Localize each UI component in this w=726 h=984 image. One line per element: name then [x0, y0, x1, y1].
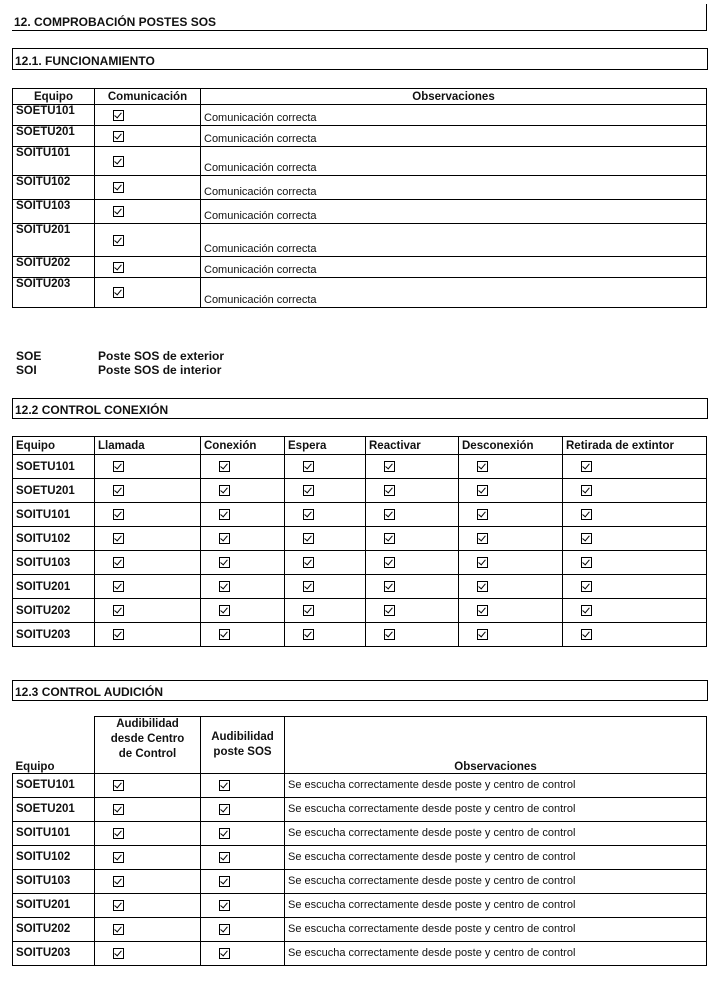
equipo-cell: SOITU201 [13, 893, 95, 917]
observaciones-cell: Comunicación correcta [201, 224, 707, 257]
table-row [13, 176, 707, 200]
checked-checkbox-icon[interactable] [219, 581, 230, 592]
audibilidad-poste-cell [201, 773, 285, 797]
checked-checkbox-icon[interactable] [219, 948, 230, 959]
checked-checkbox-icon[interactable] [219, 804, 230, 815]
checked-checkbox-icon[interactable] [219, 485, 230, 496]
legend-item [16, 363, 224, 377]
checked-checkbox-icon[interactable] [303, 533, 314, 544]
check-cell [459, 455, 563, 479]
equipo-cell: SOITU102 [13, 176, 95, 200]
equipo-cell: SOITU103 [13, 869, 95, 893]
checked-checkbox-icon[interactable] [219, 461, 230, 472]
comunicacion-cell [95, 257, 201, 278]
check-cell [459, 479, 563, 503]
check-cell [95, 623, 201, 647]
check-cell [201, 503, 285, 527]
col-equipo: Equipo [13, 717, 95, 774]
check-cell [201, 527, 285, 551]
checked-checkbox-icon[interactable] [303, 509, 314, 520]
equipo-cell: SOETU101 [13, 105, 95, 126]
audibilidad-poste-cell [201, 941, 285, 965]
comunicacion-cell [95, 147, 201, 176]
checked-checkbox-icon[interactable] [113, 206, 124, 217]
observaciones-cell: Se escucha correctamente desde poste y centro de control [285, 845, 707, 869]
equipo-cell: SOITU103 [13, 551, 95, 575]
checked-checkbox-icon[interactable] [219, 533, 230, 544]
table-row [13, 200, 707, 224]
checked-checkbox-icon[interactable] [581, 557, 592, 568]
check-cell [459, 503, 563, 527]
section-funcionamiento-bar [12, 48, 708, 70]
checked-checkbox-icon[interactable] [384, 557, 395, 568]
checked-checkbox-icon[interactable] [113, 262, 124, 273]
checked-checkbox-icon[interactable] [219, 629, 230, 640]
table-header-row [13, 89, 707, 105]
table-row [13, 278, 707, 308]
check-cell [95, 503, 201, 527]
checked-checkbox-icon[interactable] [113, 876, 124, 887]
checked-checkbox-icon[interactable] [113, 182, 124, 193]
audibilidad-centro-cell [95, 773, 201, 797]
audibilidad-poste-cell [201, 821, 285, 845]
conexion-table [12, 436, 707, 647]
check-cell [563, 599, 707, 623]
checked-checkbox-icon[interactable] [581, 629, 592, 640]
check-cell [201, 599, 285, 623]
checked-checkbox-icon[interactable] [477, 581, 488, 592]
equipo-cell: SOETU201 [13, 479, 95, 503]
table-row [13, 575, 707, 599]
observaciones-cell: Se escucha correctamente desde poste y centro de control [285, 893, 707, 917]
observaciones-cell: Comunicación correcta [201, 200, 707, 224]
checked-checkbox-icon[interactable] [219, 852, 230, 863]
check-cell [366, 479, 459, 503]
legend-key: SOE [16, 349, 42, 363]
table-row [13, 773, 707, 797]
col-conexion: Conexión [201, 437, 285, 455]
checked-checkbox-icon[interactable] [219, 780, 230, 791]
check-cell [95, 575, 201, 599]
checked-checkbox-icon[interactable] [219, 509, 230, 520]
checked-checkbox-icon[interactable] [384, 605, 395, 616]
table-row [13, 147, 707, 176]
check-cell [285, 623, 366, 647]
audibilidad-poste-cell [201, 797, 285, 821]
equipo-cell: SOITU202 [13, 257, 95, 278]
header-line: Audibilidad [211, 730, 274, 743]
check-cell [201, 455, 285, 479]
check-cell [201, 623, 285, 647]
checked-checkbox-icon[interactable] [477, 533, 488, 544]
header-line: poste SOS [213, 745, 272, 758]
audibilidad-poste-cell [201, 845, 285, 869]
check-cell [459, 599, 563, 623]
observaciones-cell: Comunicación correcta [201, 176, 707, 200]
checked-checkbox-icon[interactable] [581, 533, 592, 544]
audibilidad-poste-cell [201, 893, 285, 917]
checked-checkbox-icon[interactable] [113, 533, 124, 544]
table-row [13, 503, 707, 527]
audibilidad-centro-cell [95, 893, 201, 917]
equipo-cell: SOITU203 [13, 941, 95, 965]
col-desconexion: Desconexión [459, 437, 563, 455]
checked-checkbox-icon[interactable] [384, 485, 395, 496]
section-audicion-bar [12, 680, 708, 701]
observaciones-cell: Se escucha correctamente desde poste y centro de control [285, 869, 707, 893]
audibilidad-poste-cell [201, 917, 285, 941]
comunicacion-cell [95, 105, 201, 126]
check-cell [366, 551, 459, 575]
equipo-cell: SOETU201 [13, 797, 95, 821]
checked-checkbox-icon[interactable] [581, 605, 592, 616]
comunicacion-cell [95, 126, 201, 147]
audibilidad-centro-cell [95, 941, 201, 965]
check-cell [459, 575, 563, 599]
checked-checkbox-icon[interactable] [384, 581, 395, 592]
check-cell [366, 599, 459, 623]
checked-checkbox-icon[interactable] [303, 461, 314, 472]
check-cell [201, 551, 285, 575]
table-header-row [13, 717, 707, 774]
checked-checkbox-icon[interactable] [219, 924, 230, 935]
checked-checkbox-icon[interactable] [113, 581, 124, 592]
checked-checkbox-icon[interactable] [303, 581, 314, 592]
legend-value: Poste SOS de interior [98, 363, 222, 377]
col-espera: Espera [285, 437, 366, 455]
check-cell [95, 479, 201, 503]
equipo-cell: SOITU101 [13, 821, 95, 845]
checked-checkbox-icon[interactable] [219, 900, 230, 911]
checked-checkbox-icon[interactable] [581, 509, 592, 520]
checked-checkbox-icon[interactable] [113, 156, 124, 167]
col-retirada-extintor: Retirada de extintor [563, 437, 707, 455]
equipo-cell: SOETU201 [13, 126, 95, 147]
equipo-cell: SOETU101 [13, 455, 95, 479]
equipo-cell: SOITU101 [13, 147, 95, 176]
table-header-row [13, 437, 707, 455]
observaciones-cell: Comunicación correcta [201, 105, 707, 126]
checked-checkbox-icon[interactable] [113, 235, 124, 246]
comunicacion-cell [95, 224, 201, 257]
page-title: 12. COMPROBACIÓN POSTES SOS [14, 15, 217, 29]
check-cell [563, 623, 707, 647]
checked-checkbox-icon[interactable] [477, 509, 488, 520]
check-cell [285, 575, 366, 599]
checked-checkbox-icon[interactable] [219, 828, 230, 839]
col-comunicacion: Comunicación [95, 89, 201, 105]
col-observaciones: Observaciones [201, 89, 707, 105]
table-row [13, 126, 707, 147]
check-cell [285, 455, 366, 479]
table-row [13, 845, 707, 869]
legend-key: SOI [16, 363, 37, 377]
equipo-cell: SOITU101 [13, 503, 95, 527]
header-line: de Control [118, 748, 177, 760]
checked-checkbox-icon[interactable] [113, 131, 124, 142]
checked-checkbox-icon[interactable] [113, 780, 124, 791]
col-reactivar: Reactivar [366, 437, 459, 455]
checked-checkbox-icon[interactable] [477, 557, 488, 568]
checked-checkbox-icon[interactable] [113, 287, 124, 298]
funcionamiento-table [12, 88, 707, 308]
checked-checkbox-icon[interactable] [113, 509, 124, 520]
checked-checkbox-icon[interactable] [477, 461, 488, 472]
check-cell [285, 503, 366, 527]
observaciones-cell: Se escucha correctamente desde poste y centro de control [285, 797, 707, 821]
equipo-cell: SOITU202 [13, 917, 95, 941]
check-cell [563, 503, 707, 527]
audibilidad-centro-cell [95, 917, 201, 941]
checked-checkbox-icon[interactable] [303, 605, 314, 616]
observaciones-cell: Se escucha correctamente desde poste y centro de control [285, 941, 707, 965]
table-row [13, 917, 707, 941]
check-cell [95, 599, 201, 623]
table-row [13, 941, 707, 965]
table-row [13, 455, 707, 479]
checked-checkbox-icon[interactable] [477, 605, 488, 616]
check-cell [285, 527, 366, 551]
equipo-cell: SOITU103 [13, 200, 95, 224]
checked-checkbox-icon[interactable] [113, 852, 124, 863]
checked-checkbox-icon[interactable] [303, 557, 314, 568]
checked-checkbox-icon[interactable] [113, 924, 124, 935]
col-observaciones: Observaciones [285, 717, 707, 774]
col-equipo: Equipo [13, 437, 95, 455]
equipo-cell: SOETU101 [13, 773, 95, 797]
equipo-cell: SOITU202 [13, 599, 95, 623]
audibilidad-centro-cell [95, 797, 201, 821]
table-row [13, 893, 707, 917]
check-cell [366, 623, 459, 647]
check-cell [201, 479, 285, 503]
check-cell [459, 527, 563, 551]
check-cell [366, 527, 459, 551]
check-cell [459, 551, 563, 575]
check-cell [95, 455, 201, 479]
equipo-cell: SOITU102 [13, 845, 95, 869]
equipo-cell: SOITU203 [13, 623, 95, 647]
table-row [13, 599, 707, 623]
check-cell [285, 599, 366, 623]
legend-item [16, 349, 224, 363]
audibilidad-centro-cell [95, 845, 201, 869]
checked-checkbox-icon[interactable] [113, 804, 124, 815]
observaciones-cell: Comunicación correcta [201, 126, 707, 147]
table-row [13, 797, 707, 821]
checked-checkbox-icon[interactable] [477, 629, 488, 640]
checked-checkbox-icon[interactable] [113, 110, 124, 121]
check-cell [366, 575, 459, 599]
table-row [13, 105, 707, 126]
section-audicion-title: 12.3 CONTROL AUDICIÓN [15, 685, 164, 699]
check-cell [563, 575, 707, 599]
checked-checkbox-icon[interactable] [113, 828, 124, 839]
checked-checkbox-icon[interactable] [113, 485, 124, 496]
table-row [13, 623, 707, 647]
checked-checkbox-icon[interactable] [219, 605, 230, 616]
table-row [13, 527, 707, 551]
col-llamada: Llamada [95, 437, 201, 455]
check-cell [201, 575, 285, 599]
observaciones-cell: Se escucha correctamente desde poste y centro de control [285, 917, 707, 941]
check-cell [459, 623, 563, 647]
checked-checkbox-icon[interactable] [581, 485, 592, 496]
main-title-bar [12, 4, 707, 31]
checked-checkbox-icon[interactable] [219, 876, 230, 887]
checked-checkbox-icon[interactable] [113, 461, 124, 472]
observaciones-cell: Comunicación correcta [201, 257, 707, 278]
section-funcionamiento-title: 12.1. FUNCIONAMIENTO [15, 54, 155, 68]
table-row [13, 479, 707, 503]
checked-checkbox-icon[interactable] [303, 485, 314, 496]
checked-checkbox-icon[interactable] [113, 948, 124, 959]
header-line: Audibilidad [116, 718, 179, 730]
check-cell [366, 455, 459, 479]
observaciones-cell: Comunicación correcta [201, 278, 707, 308]
check-cell [563, 551, 707, 575]
checked-checkbox-icon[interactable] [477, 485, 488, 496]
legend [16, 349, 224, 377]
col-equipo: Equipo [13, 89, 95, 105]
checked-checkbox-icon[interactable] [113, 557, 124, 568]
observaciones-cell: Se escucha correctamente desde poste y centro de control [285, 773, 707, 797]
section-conexion-bar [12, 398, 708, 419]
checked-checkbox-icon[interactable] [384, 533, 395, 544]
observaciones-cell: Comunicación correcta [201, 147, 707, 176]
comunicacion-cell [95, 278, 201, 308]
check-cell [563, 527, 707, 551]
table-row [13, 869, 707, 893]
col-audibilidad-centro [95, 717, 201, 774]
observaciones-cell: Se escucha correctamente desde poste y centro de control [285, 821, 707, 845]
checked-checkbox-icon[interactable] [384, 629, 395, 640]
legend-value: Poste SOS de exterior [98, 349, 225, 363]
check-cell [95, 551, 201, 575]
checked-checkbox-icon[interactable] [303, 629, 314, 640]
audicion-table [12, 716, 707, 966]
check-cell [366, 503, 459, 527]
comunicacion-cell [95, 176, 201, 200]
check-cell [95, 527, 201, 551]
equipo-cell: SOITU102 [13, 527, 95, 551]
checked-checkbox-icon[interactable] [113, 629, 124, 640]
checked-checkbox-icon[interactable] [581, 461, 592, 472]
equipo-cell: SOITU201 [13, 224, 95, 257]
table-row [13, 551, 707, 575]
checked-checkbox-icon[interactable] [219, 557, 230, 568]
comunicacion-cell [95, 200, 201, 224]
section-conexion-title: 12.2 CONTROL CONEXIÓN [15, 403, 169, 417]
checked-checkbox-icon[interactable] [581, 581, 592, 592]
audibilidad-centro-cell [95, 821, 201, 845]
table-row [13, 224, 707, 257]
audibilidad-centro-cell [95, 869, 201, 893]
check-cell [563, 455, 707, 479]
checked-checkbox-icon[interactable] [384, 461, 395, 472]
table-row [13, 257, 707, 278]
table-row [13, 821, 707, 845]
check-cell [563, 479, 707, 503]
col-audibilidad-poste [201, 717, 285, 774]
checked-checkbox-icon[interactable] [113, 605, 124, 616]
checked-checkbox-icon[interactable] [113, 900, 124, 911]
header-line: desde Centro [110, 733, 185, 745]
audibilidad-poste-cell [201, 869, 285, 893]
equipo-cell: SOITU201 [13, 575, 95, 599]
equipo-cell: SOITU203 [13, 278, 95, 308]
checked-checkbox-icon[interactable] [384, 509, 395, 520]
check-cell [285, 479, 366, 503]
check-cell [285, 551, 366, 575]
